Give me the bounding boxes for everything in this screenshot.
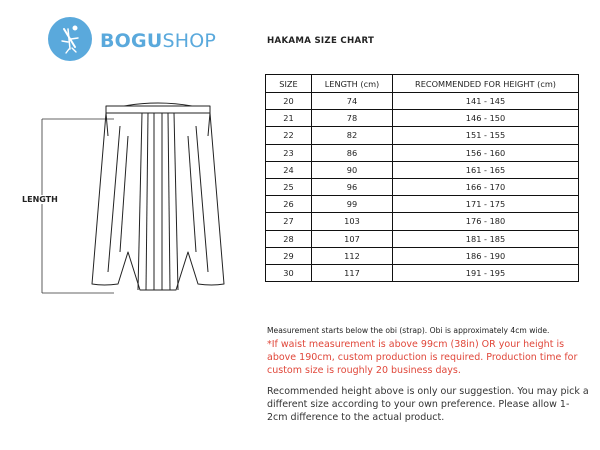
- cell-size: 25: [266, 178, 312, 195]
- table-row: [266, 127, 579, 144]
- column-header-size: SIZE: [266, 75, 312, 93]
- bogu-logo-icon: [48, 17, 92, 61]
- cell-length: 90: [312, 161, 393, 178]
- cell-size: 20: [266, 93, 312, 110]
- table-row: [266, 178, 579, 195]
- cell-size: 28: [266, 230, 312, 247]
- cell-size: 30: [266, 264, 312, 281]
- cell-length: 107: [312, 230, 393, 247]
- table-row: [266, 110, 579, 127]
- cell-height: 181 - 185: [393, 230, 579, 247]
- size-table: [265, 74, 579, 282]
- cell-length: 74: [312, 93, 393, 110]
- table-row: [266, 196, 579, 213]
- cell-length: 103: [312, 213, 393, 230]
- column-header-height: RECOMMENDED FOR HEIGHT (cm): [393, 75, 579, 93]
- cell-size: 22: [266, 127, 312, 144]
- cell-height: 171 - 175: [393, 196, 579, 213]
- cell-length: 86: [312, 144, 393, 161]
- cell-length: 96: [312, 178, 393, 195]
- cell-length: 112: [312, 247, 393, 264]
- cell-length: 78: [312, 110, 393, 127]
- cell-height: 156 - 160: [393, 144, 579, 161]
- cell-length: 117: [312, 264, 393, 281]
- custom-production-note: *If waist measurement is above 99cm (38in) OR your height is above 190cm, custom production is required. Production time for custom size is roughly 20 business days.: [267, 339, 578, 376]
- cell-height: 161 - 165: [393, 161, 579, 178]
- table-row: [266, 144, 579, 161]
- cell-height: 151 - 155: [393, 127, 579, 144]
- table-row: [266, 93, 579, 110]
- hakama-illustration: [84, 96, 232, 296]
- cell-length: 82: [312, 127, 393, 144]
- column-header-length: LENGTH (cm): [312, 75, 393, 93]
- cell-height: 166 - 170: [393, 178, 579, 195]
- table-row: [266, 264, 579, 281]
- recommendation-note: Recommended height above is only our suggestion. You may pick a different size according to your own preference. Please allow 1-2cm difference to the actual product.: [267, 386, 589, 423]
- cell-size: 26: [266, 196, 312, 213]
- cell-size: 21: [266, 110, 312, 127]
- cell-length: 99: [312, 196, 393, 213]
- length-label: LENGTH: [22, 195, 58, 204]
- brand-logo[interactable]: [48, 17, 217, 69]
- table-row: [266, 230, 579, 247]
- measurement-note: Measurement starts below the obi (strap). Obi is approximately 4cm wide.: [267, 326, 550, 335]
- cell-height: 146 - 150: [393, 110, 579, 127]
- cell-size: 24: [266, 161, 312, 178]
- cell-size: 27: [266, 213, 312, 230]
- cell-height: 141 - 145: [393, 93, 579, 110]
- table-row: [266, 213, 579, 230]
- table-row: [266, 247, 579, 264]
- cell-size: 23: [266, 144, 312, 161]
- cell-height: 186 - 190: [393, 247, 579, 264]
- cell-height: 176 - 180: [393, 213, 579, 230]
- brand-name: BOGUSHOP: [100, 30, 217, 52]
- cell-height: 191 - 195: [393, 264, 579, 281]
- table-header-row: [266, 75, 579, 93]
- chart-title: HAKAMA SIZE CHART: [267, 36, 375, 46]
- cell-size: 29: [266, 247, 312, 264]
- table-row: [266, 161, 579, 178]
